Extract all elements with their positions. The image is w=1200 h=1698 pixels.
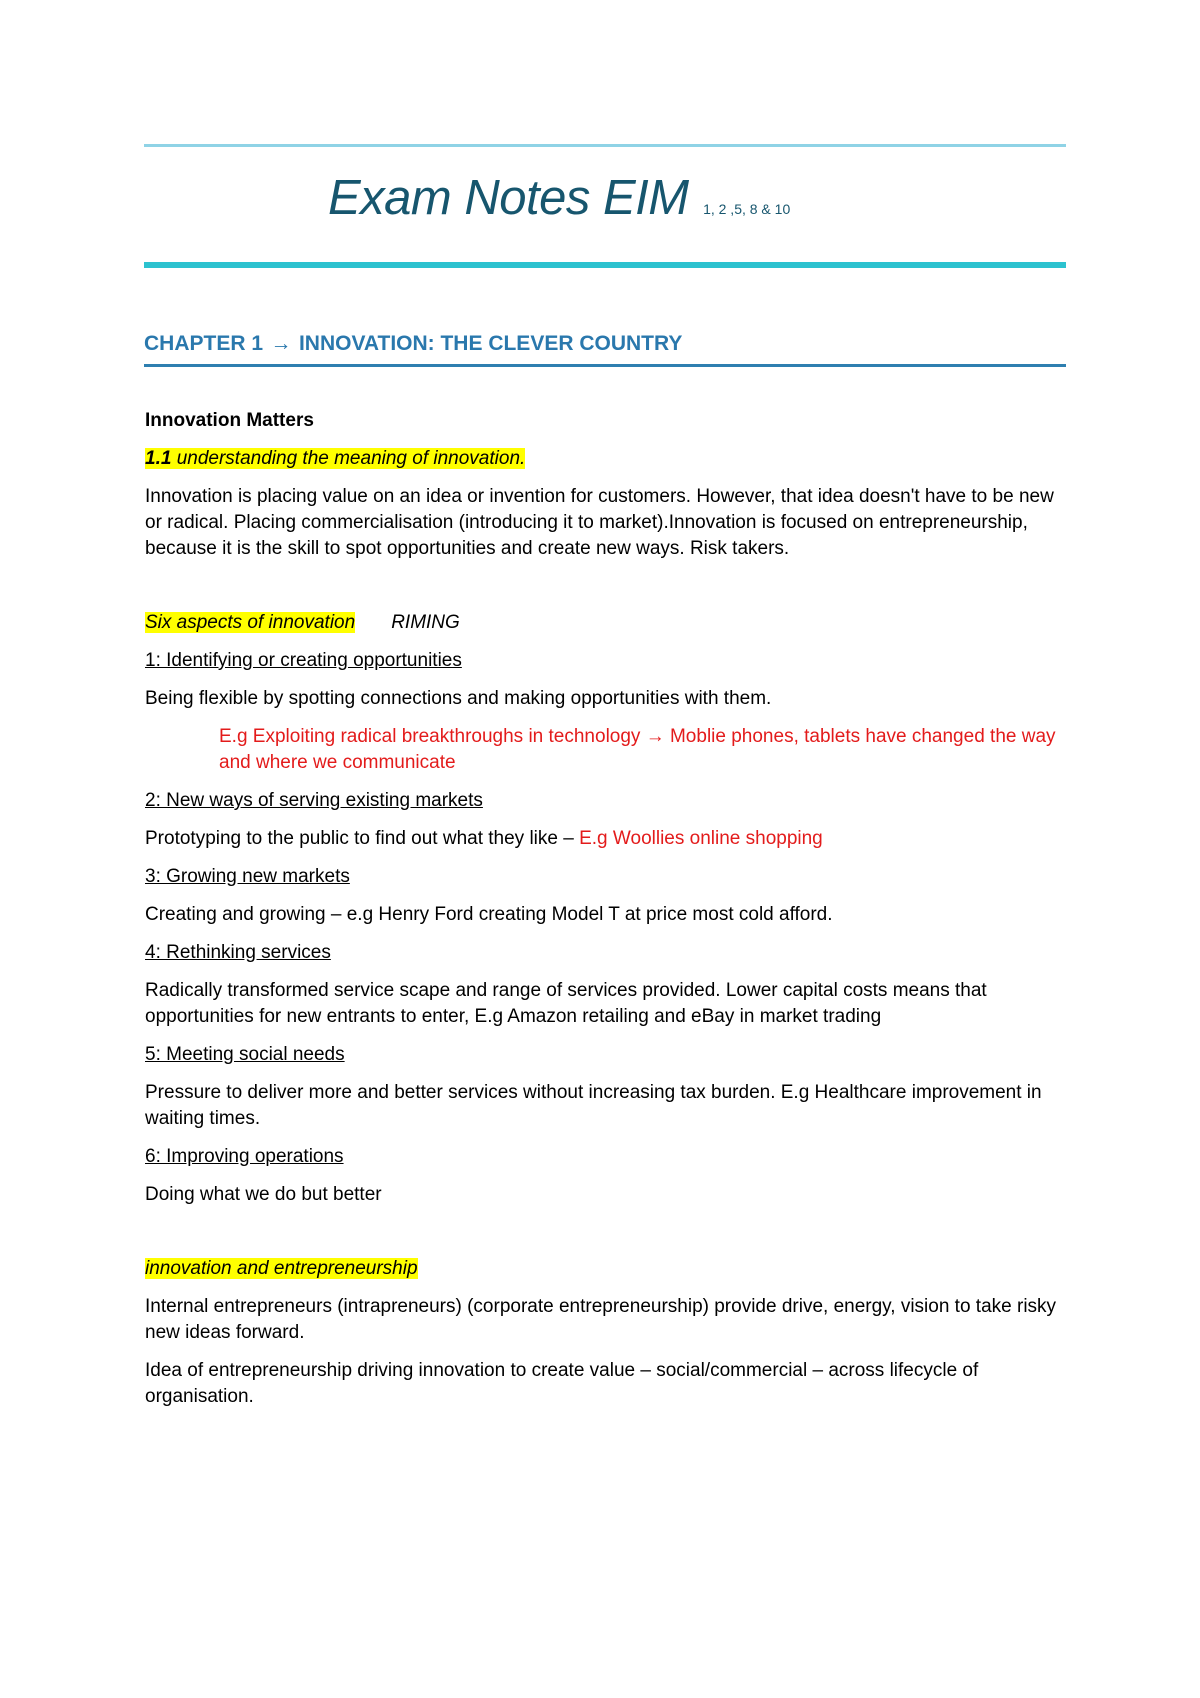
aspect-1-title: 1: Identifying or creating opportunities	[145, 650, 462, 671]
aspect-4-body: Radically transformed service scape and range of services provided. Lower capital costs means that opportunities for new entrants to enter, E.g Amazon retailing and eBay in market trading	[145, 980, 987, 1027]
title-chapters: 1, 2 ,5, 8 & 10	[703, 201, 791, 217]
arrow-right-icon: →	[270, 332, 292, 355]
subsection-title: understanding the meaning of innovation.	[176, 448, 526, 469]
subsection-number: 1.1	[145, 448, 172, 469]
six-aspects-heading: Six aspects of innovation	[145, 612, 356, 633]
mnemonic-label: RIMING	[391, 612, 460, 633]
innovation-definition-paragraph: Innovation is placing value on an idea or invention for customers. However, that idea doesn't have to be new or radical. Placing commercialisation (introducing it to market).Innovation is focused on entrepreneurship, because it is the skill to spot opportunities and create new ways. Risk takers.	[145, 486, 1054, 559]
aspect-2-body	[145, 826, 1075, 852]
subsection-heading	[145, 446, 1075, 472]
aspect-1-example	[145, 724, 1075, 776]
notes-content	[145, 408, 1075, 1422]
entrepreneurship-heading: innovation and entrepreneurship	[145, 1258, 418, 1279]
chapter-heading	[144, 332, 1066, 367]
aspect-3-title: 3: Growing new markets	[145, 866, 350, 887]
aspect-5-body: Pressure to deliver more and better services without increasing tax burden. E.g Healthcare improvement in waiting times.	[145, 1082, 1042, 1129]
aspect-1-example-part2: Moblie phones, tablets have changed the way and where we communicate	[219, 726, 1056, 773]
aspect-1-example-part1: E.g Exploiting radical breakthroughs in technology	[219, 726, 646, 747]
aspect-2-body-text: Prototyping to the public to find out what they like –	[145, 828, 580, 849]
aspect-1-body: Being flexible by spotting connections and making opportunities with them.	[145, 688, 772, 709]
chapter-name: INNOVATION: THE CLEVER COUNTRY	[298, 332, 683, 355]
entrepreneurship-paragraph-2: Idea of entrepreneurship driving innovation to create value – social/commercial – across lifecycle of organisation.	[145, 1360, 979, 1407]
aspect-6-body: Doing what we do but better	[145, 1184, 382, 1205]
title-text: Exam Notes EIM	[328, 171, 689, 225]
section-heading-innovation-matters: Innovation Matters	[145, 410, 314, 431]
six-aspects-heading-row	[145, 610, 1075, 636]
entrepreneurship-heading-row	[145, 1256, 1075, 1282]
aspect-4-title: 4: Rethinking services	[145, 942, 331, 963]
aspect-6-title: 6: Improving operations	[145, 1146, 344, 1167]
chapter-prefix: CHAPTER 1	[144, 332, 264, 355]
top-rule	[144, 144, 1066, 147]
aspect-3-body: Creating and growing – e.g Henry Ford creating Model T at price most cold afford.	[145, 904, 833, 925]
aspect-2-example: E.g Woollies online shopping	[579, 828, 823, 849]
title-rule	[144, 262, 1066, 268]
aspect-5-title: 5: Meeting social needs	[145, 1044, 345, 1065]
entrepreneurship-paragraph-1: Internal entrepreneurs (intrapreneurs) (corporate entrepreneurship) provide drive, energy, vision to take risky new ideas forward.	[145, 1296, 1057, 1343]
aspect-2-title: 2: New ways of serving existing markets	[145, 790, 483, 811]
arrow-right-icon: →	[645, 726, 665, 747]
page-title	[328, 170, 790, 226]
